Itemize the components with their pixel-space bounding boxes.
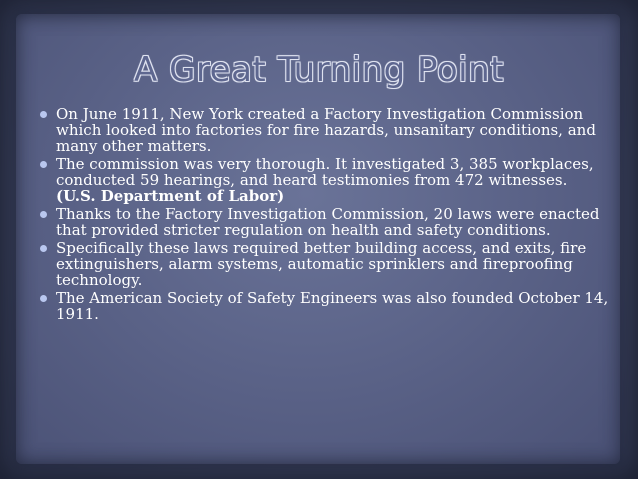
bullet-item — [40, 206, 610, 238]
citation: (U.S. Department of Labor) — [56, 187, 285, 205]
bullet-list — [40, 106, 610, 324]
bullet-icon — [40, 211, 47, 218]
bullet-item — [40, 290, 610, 322]
bullet-icon — [40, 161, 47, 168]
bullet-icon — [40, 245, 47, 252]
bullet-icon — [40, 295, 47, 302]
bullet-item — [40, 240, 610, 288]
bullet-text: On June 1911, New York created a Factory Investigation Commission which looked into factories for fire hazards, unsanitary conditions, and many other matters. — [56, 105, 596, 155]
bullet-text: The American Society of Safety Engineers was also founded October 14, 1911. — [56, 289, 609, 323]
slide-title: A Great Turning Point — [134, 50, 504, 90]
bullet-text: The commission was very thorough. It investigated 3, 385 workplaces, conducted 59 hearings, and heard testimonies from 472 witnesses. — [56, 155, 594, 189]
bullet-item — [40, 156, 610, 204]
bullet-icon — [40, 111, 47, 118]
bullet-item — [40, 106, 610, 154]
bullet-text: Thanks to the Factory Investigation Commission, 20 laws were enacted that provided stricter regulation on health and safety conditions. — [56, 205, 600, 239]
bullet-text: Specifically these laws required better building access, and exits, fire extinguishers, alarm systems, automatic sprinklers and fireproofing technology. — [56, 239, 587, 289]
